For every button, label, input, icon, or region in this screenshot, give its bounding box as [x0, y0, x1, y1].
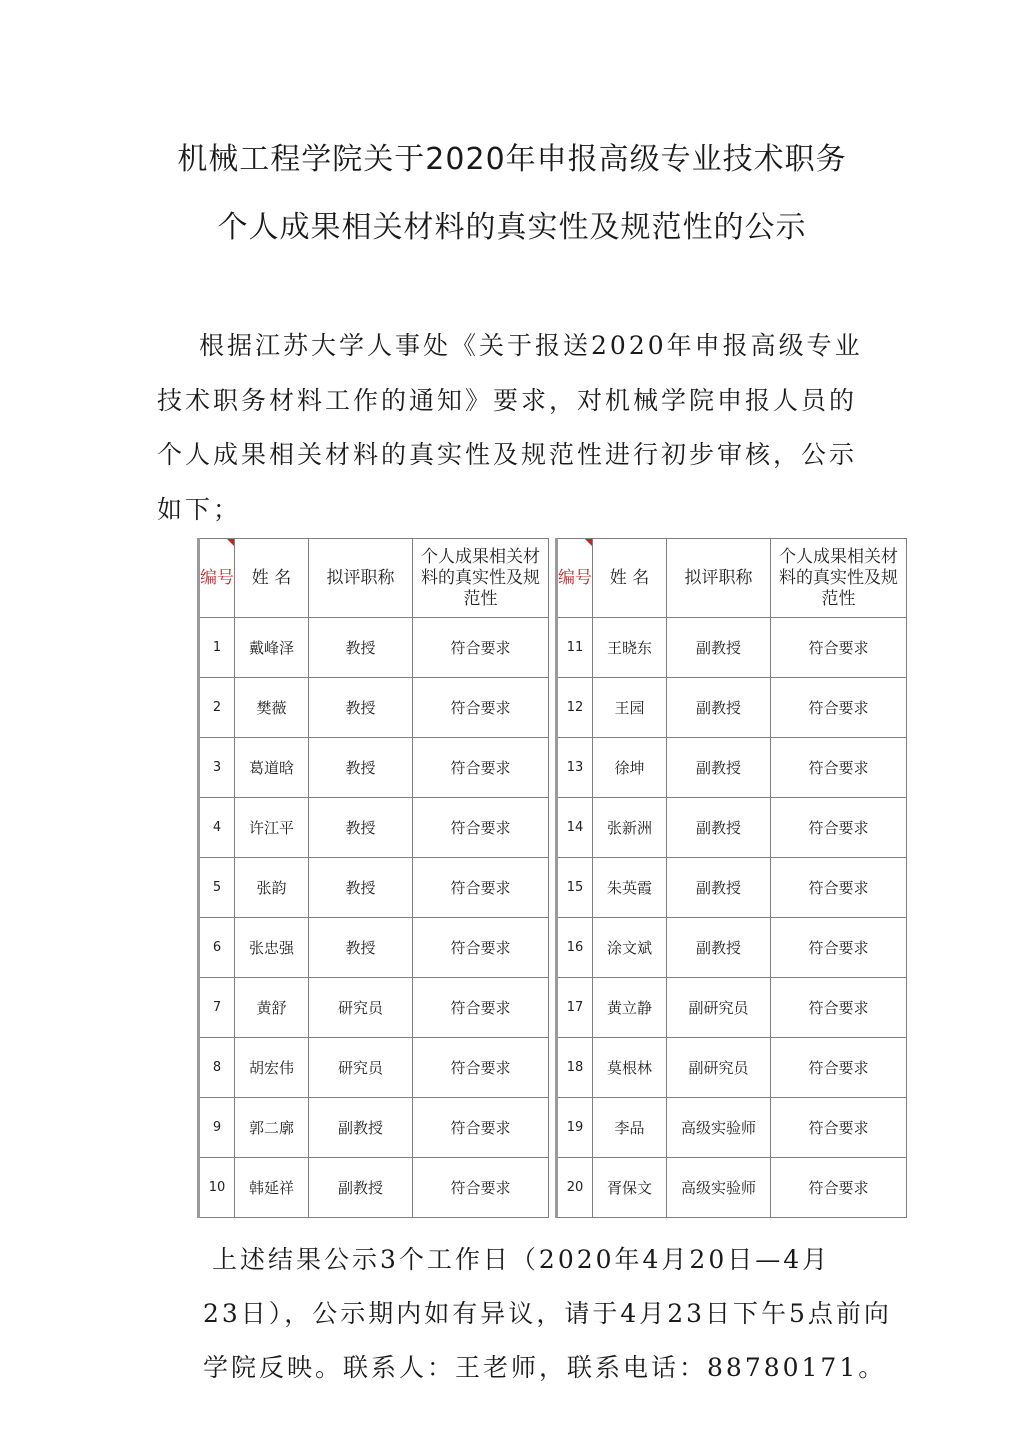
cell-title: 教授 — [309, 678, 413, 738]
cell-result: 符合要求 — [413, 1038, 549, 1098]
table-row — [199, 858, 549, 918]
cell-number: 17 — [557, 978, 593, 1038]
cell-result: 符合要求 — [413, 858, 549, 918]
closing-line-3: 学院反映。联系人：王老师，联系电话：88780171。 — [203, 1353, 887, 1382]
cell-result: 符合要求 — [771, 1038, 907, 1098]
cell-title: 副研究员 — [667, 1038, 771, 1098]
header-title: 拟评职称 — [309, 539, 413, 618]
cell-result: 符合要求 — [413, 1158, 549, 1218]
cell-title: 教授 — [309, 798, 413, 858]
table-row — [557, 678, 907, 738]
table-header-row — [557, 539, 907, 618]
cell-number: 3 — [199, 738, 235, 798]
cell-result: 符合要求 — [771, 678, 907, 738]
cell-title: 教授 — [309, 738, 413, 798]
table-row — [557, 978, 907, 1038]
table-row — [557, 1038, 907, 1098]
header-result: 个人成果相关材料的真实性及规范性 — [771, 539, 907, 618]
cell-title: 副教授 — [309, 1098, 413, 1158]
cell-result: 符合要求 — [413, 918, 549, 978]
cell-number: 10 — [199, 1158, 235, 1218]
cell-result: 符合要求 — [413, 738, 549, 798]
table-row — [557, 738, 907, 798]
cell-name: 李品 — [593, 1098, 667, 1158]
cell-number: 19 — [557, 1098, 593, 1158]
header-name: 姓 名 — [593, 539, 667, 618]
cell-name: 胡宏伟 — [235, 1038, 309, 1098]
cell-name: 张新洲 — [593, 798, 667, 858]
cell-number: 16 — [557, 918, 593, 978]
cell-name: 王晓东 — [593, 618, 667, 678]
table-row — [557, 918, 907, 978]
cell-name: 黄立静 — [593, 978, 667, 1038]
cell-title: 副研究员 — [667, 978, 771, 1038]
result-table-right — [555, 538, 907, 1218]
cell-number: 7 — [199, 978, 235, 1038]
cell-title: 教授 — [309, 618, 413, 678]
table-row — [199, 918, 549, 978]
cell-result: 符合要求 — [413, 678, 549, 738]
table-row — [199, 738, 549, 798]
cell-result: 符合要求 — [413, 798, 549, 858]
header-result: 个人成果相关材料的真实性及规范性 — [413, 539, 549, 618]
cell-result: 符合要求 — [413, 618, 549, 678]
cell-title: 高级实验师 — [667, 1158, 771, 1218]
cell-number: 18 — [557, 1038, 593, 1098]
cell-result: 符合要求 — [771, 978, 907, 1038]
cell-title: 教授 — [309, 858, 413, 918]
table-row — [199, 1038, 549, 1098]
document-title-line-1: 机械工程学院关于2020年申报高级专业技术职务 — [177, 142, 847, 177]
table-row — [557, 1098, 907, 1158]
cell-name: 胥保文 — [593, 1158, 667, 1218]
cell-result: 符合要求 — [413, 978, 549, 1038]
cell-name: 徐坤 — [593, 738, 667, 798]
table-row — [557, 618, 907, 678]
intro-line-1: 根据江苏大学人事处《关于报送2020年申报高级专业 — [199, 331, 863, 360]
cell-result: 符合要求 — [771, 858, 907, 918]
cell-title: 副教授 — [667, 738, 771, 798]
cell-name: 朱英霞 — [593, 858, 667, 918]
cell-number: 2 — [199, 678, 235, 738]
cell-number: 12 — [557, 678, 593, 738]
table-row — [199, 1158, 549, 1218]
cell-name: 涂文斌 — [593, 918, 667, 978]
cell-name: 韩延祥 — [235, 1158, 309, 1218]
cell-name: 王园 — [593, 678, 667, 738]
table-row — [557, 858, 907, 918]
cell-title: 副教授 — [667, 618, 771, 678]
table-row — [199, 678, 549, 738]
header-title: 拟评职称 — [667, 539, 771, 618]
header-number: 编号 — [557, 539, 593, 618]
cell-name: 葛道晗 — [235, 738, 309, 798]
result-table-left — [197, 538, 549, 1218]
cell-name: 许江平 — [235, 798, 309, 858]
cell-name: 张忠强 — [235, 918, 309, 978]
cell-result: 符合要求 — [771, 738, 907, 798]
cell-result: 符合要求 — [771, 798, 907, 858]
table-row — [199, 798, 549, 858]
table-row — [199, 1098, 549, 1158]
cell-name: 戴峰泽 — [235, 618, 309, 678]
cell-result: 符合要求 — [771, 1158, 907, 1218]
cell-number: 8 — [199, 1038, 235, 1098]
cell-result: 符合要求 — [413, 1098, 549, 1158]
cell-result: 符合要求 — [771, 1098, 907, 1158]
cell-result: 符合要求 — [771, 918, 907, 978]
cell-name: 黄舒 — [235, 978, 309, 1038]
cell-title: 教授 — [309, 918, 413, 978]
header-number: 编号 — [199, 539, 235, 618]
intro-line-3: 个人成果相关材料的真实性及规范性进行初步审核，公示 — [157, 440, 858, 469]
intro-line-4: 如下； — [157, 495, 242, 524]
cell-number: 14 — [557, 798, 593, 858]
cell-name: 郭二廓 — [235, 1098, 309, 1158]
cell-number: 4 — [199, 798, 235, 858]
cell-number: 13 — [557, 738, 593, 798]
cell-number: 15 — [557, 858, 593, 918]
cell-name: 张韵 — [235, 858, 309, 918]
table-row — [199, 618, 549, 678]
cell-title: 副教授 — [667, 798, 771, 858]
cell-number: 11 — [557, 618, 593, 678]
cell-number: 20 — [557, 1158, 593, 1218]
table-row — [557, 798, 907, 858]
document-title-line-2: 个人成果相关材料的真实性及规范性的公示 — [217, 210, 807, 245]
cell-title: 副教授 — [309, 1158, 413, 1218]
cell-title: 副教授 — [667, 918, 771, 978]
closing-line-1: 上述结果公示3个工作日（2020年4月20日—4月 — [212, 1245, 831, 1274]
cell-title: 研究员 — [309, 978, 413, 1038]
cell-number: 9 — [199, 1098, 235, 1158]
cell-title: 副教授 — [667, 678, 771, 738]
intro-line-2: 技术职务材料工作的通知》要求，对机械学院申报人员的 — [157, 386, 858, 415]
cell-name: 樊薇 — [235, 678, 309, 738]
table-header-row — [199, 539, 549, 618]
table-row — [199, 978, 549, 1038]
cell-number: 5 — [199, 858, 235, 918]
cell-title: 研究员 — [309, 1038, 413, 1098]
cell-title: 副教授 — [667, 858, 771, 918]
header-name: 姓 名 — [235, 539, 309, 618]
cell-number: 1 — [199, 618, 235, 678]
cell-result: 符合要求 — [771, 618, 907, 678]
cell-name: 莫根林 — [593, 1038, 667, 1098]
cell-title: 高级实验师 — [667, 1098, 771, 1158]
table-row — [557, 1158, 907, 1218]
cell-number: 6 — [199, 918, 235, 978]
closing-line-2: 23日），公示期内如有异议，请于4月23日下午5点前向 — [203, 1299, 892, 1328]
